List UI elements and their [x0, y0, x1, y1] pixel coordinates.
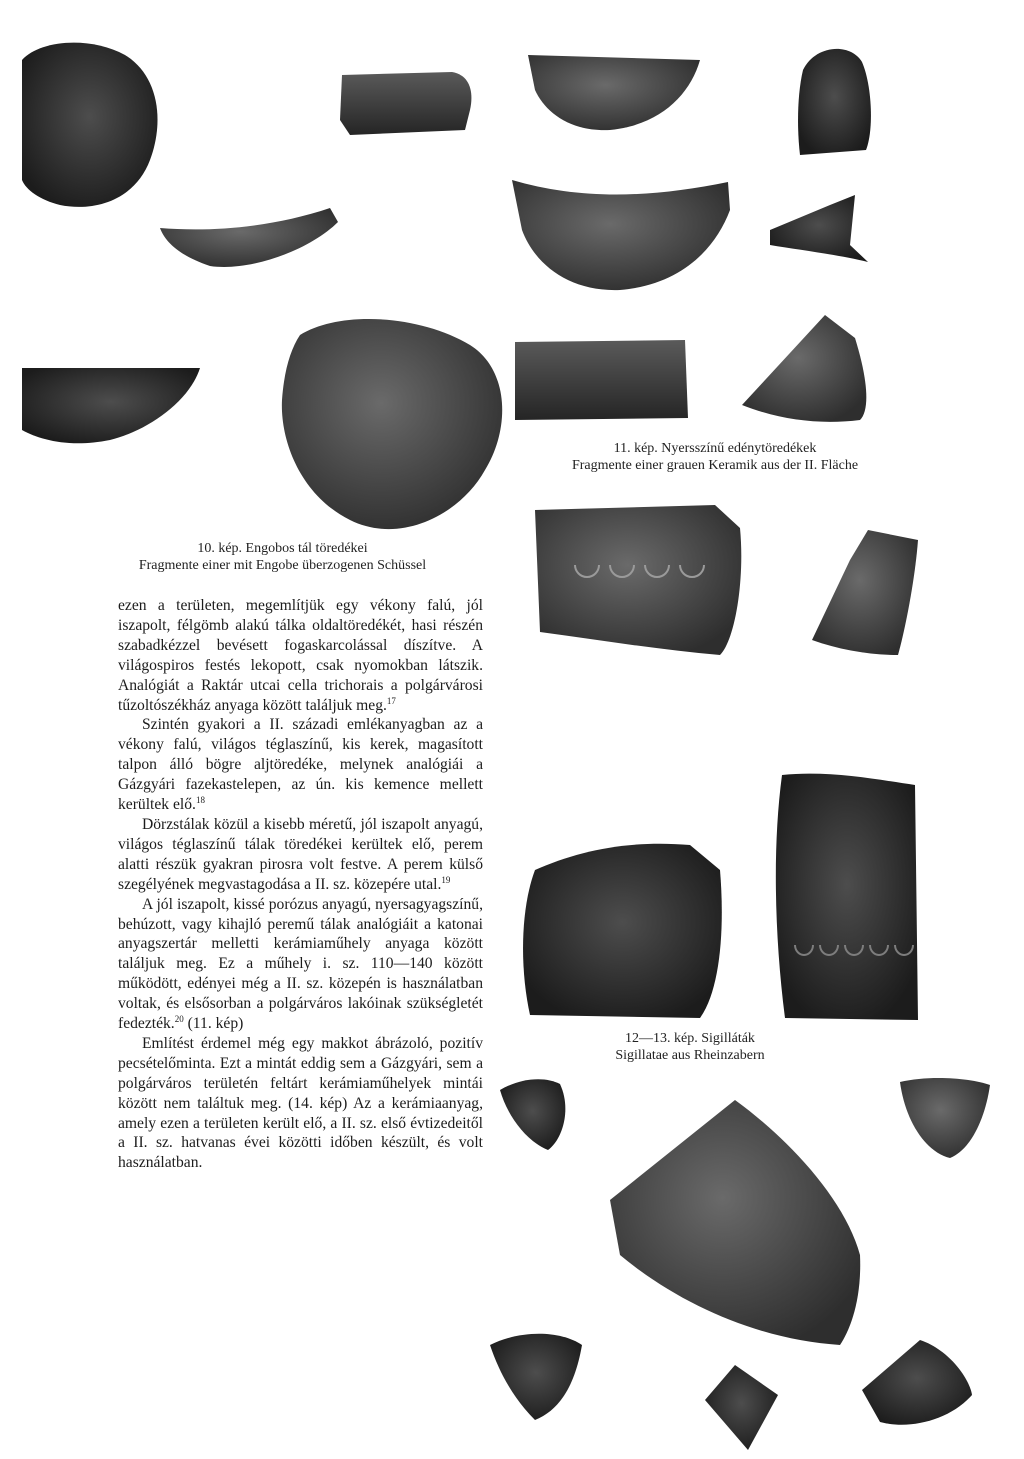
sigillata-slab-right [776, 774, 918, 1020]
figure-11-caption [545, 440, 885, 474]
figure-10-caption [110, 540, 455, 574]
sigillata-triangle [812, 530, 918, 655]
figure-12-13-photo [490, 505, 990, 1450]
shard-triangle-left [22, 368, 200, 443]
shard-bowl-rim [528, 55, 700, 130]
figure-reference: (11. kép) [187, 1015, 244, 1033]
paragraph-2: Szintén gyakori a II. századi emlékanyagban az a vékony falú, világos téglaszínű, kis kerek, magasított talpon álló bögre aljtöredéke, melynek analógiái a Gázgyári fazekastelepen, az ún. kis kemence mellett kerültek elő.$^{18}$ [118, 716, 483, 814]
sigillata-diamond [705, 1365, 778, 1450]
sigillata-small-right [900, 1078, 990, 1158]
figure-10-photo [22, 43, 502, 529]
shard-rectangle [515, 340, 688, 420]
paragraph-4: A jól iszapolt, kissé porózus anyagú, nyersagyagszínű, behúzott, vagy kihajló peremű tálak analógiáit a katonai anyagszertár melletti kerámiaműhely anyaga között találjuk meg. Ez a műhely i. sz. 110—140 között működött, edényei még a II. sz. közepén is használatban voltak, és elsősorban a polgárváros lakóinak szükségletét fedezték.$^{20}$ (11. kép) [118, 895, 483, 1033]
paragraph-3: Dörzstálak közül a kisebb méretű, jól iszapolt anyagú, világos téglaszínű tálak töredékei kerültek elő, perem alatti részük gyakran pirosra volt festve. A perem külső szegélyének megvastagodása a II. sz. közepére utal.$^{19}$ [118, 815, 483, 893]
shard-round-dark [22, 43, 158, 207]
sigillata-decorated-band [535, 505, 741, 655]
shard-triangle-right [742, 315, 866, 422]
sigillata-small-left [500, 1079, 565, 1150]
footnote-ref: 17 [386, 695, 396, 706]
figure-12-13-subtitle: Sigillatae aus Rheinzabern [615, 1048, 765, 1063]
footnote-ref: 20 [174, 1013, 184, 1024]
shard-large-oval [282, 319, 502, 529]
paragraph-5: Említést érdemel még egy makkot ábrázoló, pozitív pecsételőminta. Ezt a mintát eddig sem a Gázgyári, sem a polgárváros területén feltárt kerámiaműhelyek mintái között nem találtuk meg. (14. kép) Az a kerámiaanyag, amely ezen a területen került elő, a II. sz. első évtizedeitől a II. sz. hatvanas évei közötti időben készült, és volt használatban. [118, 1034, 483, 1172]
footnote-ref: 18 [195, 794, 205, 805]
paragraph-1: ezen a területen, megemlítjük egy vékony falú, jól iszapolt, félgömb alakú tálka oldaltöredékét, hasi részén szabadkézzel bevésett fogaskarcolással díszítve. A világospiros festés lekopott, csak nyomokban látszik. Analógiát a Raktár utcai cella trichorais a polgárvárosi tűzoltószékház anyaga között találjuk meg.$^{17}$ [118, 597, 483, 714]
figure-12-13-title: 12—13. kép. Sigilláták [625, 1031, 755, 1046]
sigillata-large-triangle [610, 1100, 860, 1345]
shard-small-wedge [770, 195, 868, 262]
shard-crescent [160, 208, 338, 267]
sigillata-bottom-left [490, 1334, 582, 1420]
figure-10-subtitle: Fragmente einer mit Engobe überzogenen Schüssel [138, 558, 427, 573]
figure-10-title: 10. kép. Engobos tál töredékei [197, 541, 368, 556]
figure-11-title: 11. kép. Nyersszínű edénytöredékek [613, 441, 817, 456]
figure-11-photo [512, 49, 871, 422]
figure-11-subtitle: Fragmente einer grauen Keramik aus der II. Fläche [571, 458, 859, 473]
sigillata-slab-left [523, 844, 722, 1018]
shard-curved-rim [512, 180, 730, 290]
body-text [118, 596, 483, 1173]
figure-12-13-caption [590, 1030, 790, 1064]
shard-rim-band [340, 72, 471, 135]
shard-knob [798, 49, 871, 155]
footnote-ref: 19 [441, 874, 451, 885]
sigillata-bottom-right [862, 1340, 972, 1425]
